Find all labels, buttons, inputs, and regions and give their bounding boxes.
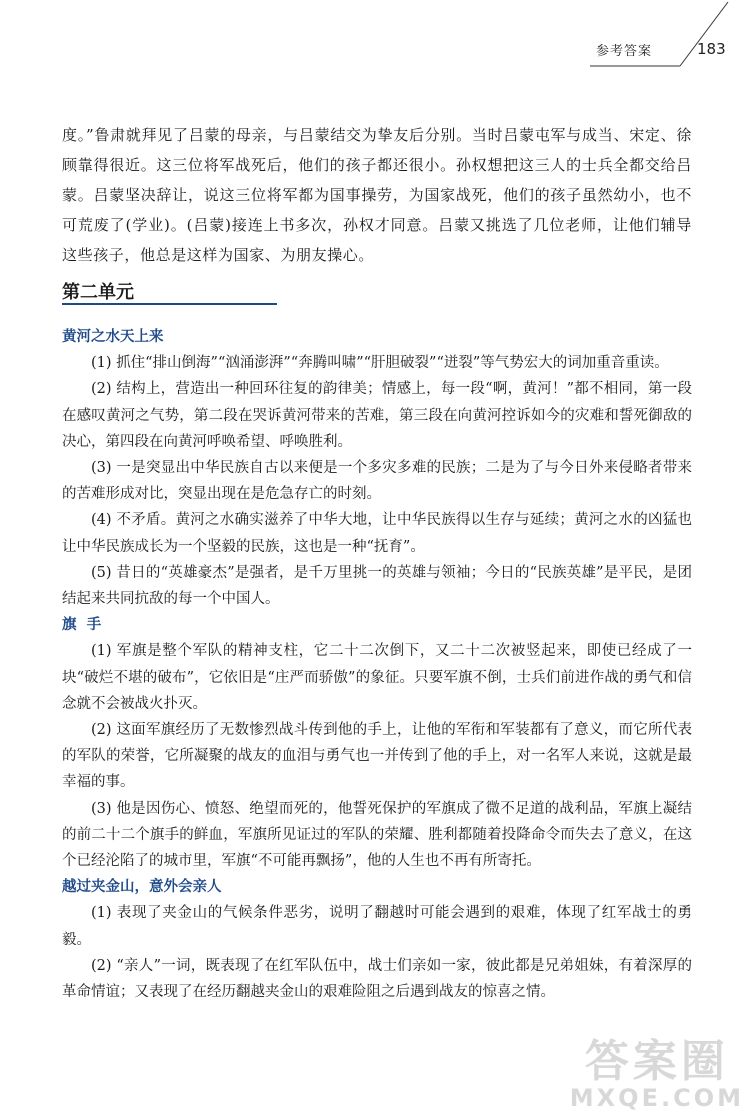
answer-paragraph: (2) 结构上，营造出一种回环往复的韵律美；情感上，每一段“啊，黄河！”都不相同，第一段在感叹黄河之气势，第二段在哭诉黄河带来的苦难，第三段在向黄河控诉如今的灾难和誓死御敌的决心，第四段在向黄河呼唤希望、呼唤胜利。 bbox=[62, 381, 692, 450]
answer-paragraph: (4) 不矛盾。黄河之水确实滋养了中华大地，让中华民族得以生存与延续；黄河之水的凶猛也让中华民族成长为一个坚毅的民族，这也是一种“抚育”。 bbox=[62, 512, 692, 555]
section-title: 黄河之水天上来 bbox=[62, 329, 164, 345]
unit-title: 第二单元 bbox=[62, 282, 134, 303]
intro-paragraph: 度。”鲁肃就拜见了吕蒙的母亲，与吕蒙结交为挚友后分别。当时吕蒙屯军与成当、宋定、徐顾靠得很近。这三位将军战死后，他们的孩子都还很小。孙权想把这三人的士兵全都交给吕蒙。吕蒙坚决辞让，说这三位将军都为国事操劳，为国家战死，他们的孩子虽然幼小，也不可荒废了(学业)。(吕蒙)接连上书多次，孙权才同意。吕蒙又挑选了几位老师，让他们辅导这些孩子，他总是这样为国家、为朋友操心。 bbox=[62, 126, 692, 264]
answer-paragraph: (2) “亲人”一词，既表现了在红军队伍中，战士们亲如一家，彼此都是兄弟姐妹，有着深厚的革命情谊；又表现了在经历翻越夹金山的艰难险阻之后遇到战友的惊喜之情。 bbox=[62, 957, 692, 1001]
section-title: 越过夹金山，意外会亲人 bbox=[62, 879, 222, 896]
answer-paragraph: (5) 昔日的“英雄豪杰”是强者，是千万里挑一的英雄与领袖；今日的“民族英雄”是平民，是团结起来共同抗敌的每一个中国人。 bbox=[62, 564, 692, 608]
section-qishou bbox=[62, 612, 692, 874]
answer-content bbox=[62, 324, 692, 1005]
answer-paragraph: (1) 表现了夹金山的气候条件恶劣，说明了翻越时可能会遇到的艰难，体现了红军战士的勇毅。 bbox=[62, 905, 692, 948]
running-head: 参考答案 bbox=[596, 44, 653, 59]
answer-paragraph: (3) 他是因伤心、愤怒、绝望而死的，他誓死保护的军旗成了微不足道的战利品，军旗上凝结的前二十二个旗手的鲜血，军旗所见证过的军队的荣耀、胜利都随着投降命令而失去了意义，在这个已经沦陷了的城市里，军旗“不可能再飘扬”，他的人生也不再有所寄托。 bbox=[62, 800, 692, 870]
watermark-logo bbox=[569, 1036, 744, 1112]
answer-paragraph: (3) 一是突显出中华民族自古以来便是一个多灾多难的民族；二是为了与今日外来侵略者带来的苦难形成对比，突显出现在是危急存亡的时刻。 bbox=[62, 460, 692, 503]
answer-paragraph: (1) 军旗是整个军队的精神支柱，它二十二次倒下，又二十二次被竖起来，即使已经成了一块“破烂不堪的破布”，它依旧是“庄严而骄傲”的象征。只要军旗不倒，士兵们前进作战的勇气和信念就不会被战火扑灭。 bbox=[62, 643, 692, 712]
answer-paragraph: (1) 抓住“排山倒海”“汹涌澎湃”“奔腾叫啸”“肝胆破裂”“迸裂”等气势宏大的词加重音重读。 bbox=[91, 355, 669, 372]
intro-paragraph-block bbox=[62, 120, 692, 270]
section-huanghe bbox=[62, 324, 692, 612]
watermark-text: 答案圈 bbox=[584, 1036, 729, 1087]
watermark-url: MXQE.COM bbox=[569, 1084, 744, 1112]
section-title: 旗 手 bbox=[62, 617, 102, 634]
answer-paragraph: (2) 这面军旗经历了无数惨烈战斗传到他的手上，让他的军衔和军装都有了意义，而它所代表的军队的荣誉，它所凝聚的战友的血泪与勇气也一并传到了他的手上，对一名军人来说，这就是最幸福的事。 bbox=[62, 722, 692, 791]
page-number: 183 bbox=[697, 40, 726, 58]
section-jiajinshan bbox=[62, 874, 692, 1005]
unit-title-underline bbox=[62, 303, 277, 305]
